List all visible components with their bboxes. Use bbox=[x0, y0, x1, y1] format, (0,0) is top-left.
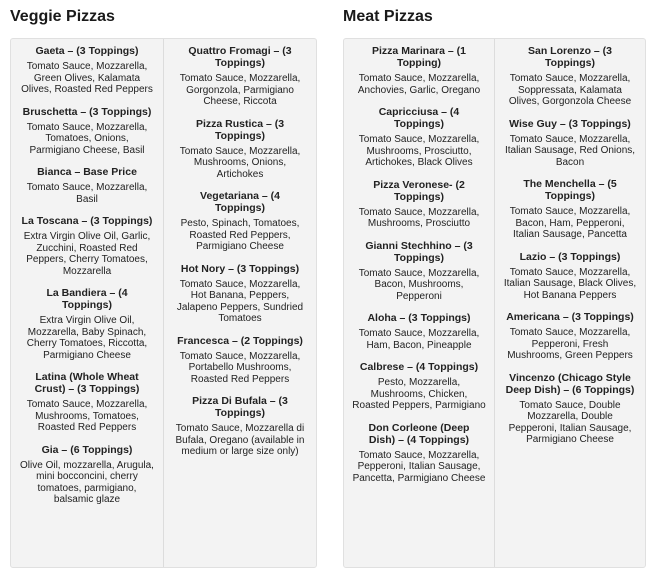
pizza-menu-item bbox=[168, 45, 312, 108]
pizza-menu-item bbox=[499, 118, 641, 169]
pizza-ingredients: Tomato Sauce, Mozzarella, Tomatoes, Onions, Parmigiano Cheese, Basil bbox=[26, 121, 148, 156]
pizza-ingredients: Tomato Sauce, Mozzarella, Bacon, Mushrooms, Pepperoni bbox=[358, 267, 480, 302]
pizza-ingredients: Tomato Sauce, Mozzarella, Pepperoni, Italian Sausage, Pancetta, Parmigiano Cheese bbox=[352, 449, 486, 484]
pizza-ingredients: Tomato Sauce, Mozzarella, Italian Sausage, Black Olives, Hot Banana Peppers bbox=[503, 266, 637, 301]
pizza-name: Latina (Whole Wheat Crust) – (3 Toppings) bbox=[34, 371, 140, 395]
pizza-menu-item bbox=[15, 371, 159, 434]
pizza-name: San Lorenzo – (3 Toppings) bbox=[527, 45, 612, 69]
pizza-name: Bianca – Base Price bbox=[37, 166, 137, 178]
pizza-name: Aloha – (3 Toppings) bbox=[367, 312, 471, 324]
pizza-name: Pizza Di Bufala – (3 Toppings) bbox=[192, 395, 288, 419]
veggie-column-1 bbox=[11, 39, 163, 567]
pizza-ingredients: Pesto, Mozzarella, Mushrooms, Chicken, Roasted Peppers, Parmigiano bbox=[352, 377, 486, 411]
pizza-ingredients: Tomato Sauce, Mozzarella, Mushrooms, Tomatoes, Roasted Red Peppers bbox=[26, 399, 148, 433]
pizza-menu-item bbox=[348, 45, 490, 96]
pizza-menu-item bbox=[15, 444, 159, 506]
pizza-ingredients: Tomato Sauce, Double Mozzarella, Double Pepperoni, Italian Sausage, Parmigiano Cheese bbox=[508, 399, 632, 445]
pizza-ingredients: Tomato Sauce, Mozzarella, Italian Sausage, Red Onions, Bacon bbox=[504, 133, 636, 168]
pizza-menu-item bbox=[168, 263, 312, 325]
pizza-ingredients: Tomato Sauce, Mozzarella di Bufala, Oregano (available in medium or large size only) bbox=[175, 423, 305, 457]
pizza-menu-item bbox=[15, 287, 159, 361]
pizza-name: Francesca – (2 Toppings) bbox=[177, 334, 303, 347]
pizza-ingredients: Tomato Sauce, Mozzarella, Gorgonzola, Parmigiano Cheese, Riccota bbox=[179, 73, 301, 107]
pizza-ingredients: Tomato Sauce, Mozzarella, Mushrooms, Prosciutto bbox=[358, 206, 480, 229]
pizza-name: Pizza Marinara – (1 Topping) bbox=[372, 45, 466, 69]
pizza-name: Lazio – (3 Toppings) bbox=[519, 250, 621, 263]
pizza-menu-item bbox=[15, 166, 159, 205]
pizza-name: Pizza Rustica – (3 Toppings) bbox=[195, 117, 285, 142]
pizza-ingredients: Tomato Sauce, Mozzarella, Anchovies, Garlic, Oregano bbox=[357, 73, 481, 96]
meat-section-title: Meat Pizzas bbox=[343, 8, 433, 25]
pizza-menu-item bbox=[15, 106, 159, 157]
pizza-ingredients: Tomato Sauce, Mozzarella, Hot Banana, Peppers, Jalapeno Peppers, Sundried Tomatoes bbox=[176, 278, 304, 324]
pizza-ingredients: Tomato Sauce, Mozzarella, Basil bbox=[26, 182, 148, 205]
pizza-name: Wise Guy – (3 Toppings) bbox=[509, 117, 631, 130]
pizza-menu-item bbox=[168, 395, 312, 458]
pizza-name: Pizza Veronese- (2 Toppings) bbox=[373, 178, 465, 203]
pizza-menu-item bbox=[168, 335, 312, 386]
pizza-ingredients: Olive Oil, mozzarella, Arugula, mini bocconcini, cherry tomatoes, parmigiano, balsamic glaze bbox=[20, 459, 154, 505]
pizza-name: La Toscana – (3 Toppings) bbox=[21, 215, 153, 227]
pizza-menu-item bbox=[348, 106, 490, 169]
pizza-menu-item bbox=[15, 215, 159, 277]
meat-column-1 bbox=[344, 39, 494, 567]
pizza-ingredients: Extra Virgin Olive Oil, Mozzarella, Baby Spinach, Cherry Tomatoes, Riccotta, Parmigiano Cheese bbox=[26, 315, 148, 361]
pizza-menu-item bbox=[348, 179, 490, 230]
meat-column-2 bbox=[494, 39, 645, 567]
pizza-menu-item bbox=[499, 251, 641, 302]
pizza-ingredients: Tomato Sauce, Mozzarella, Bacon, Ham, Pepperoni, Italian Sausage, Pancetta bbox=[509, 206, 631, 240]
pizza-name: Gianni Stechhino – (3 Toppings) bbox=[365, 239, 473, 264]
pizza-ingredients: Tomato Sauce, Mozzarella, Ham, Bacon, Pineapple bbox=[358, 328, 480, 351]
veggie-section-title: Veggie Pizzas bbox=[10, 8, 115, 25]
pizza-name: Vegetariana – (4 Toppings) bbox=[200, 190, 280, 214]
pizza-ingredients: Tomato Sauce, Mozzarella, Soppressata, Kalamata Olives, Gorgonzola Cheese bbox=[508, 73, 632, 107]
pizza-menu-item bbox=[499, 45, 641, 108]
pizza-ingredients: Tomato Sauce, Mozzarella, Green Olives, Kalamata Olives, Roasted Red Peppers bbox=[21, 61, 153, 95]
pizza-menu-item bbox=[168, 190, 312, 253]
pizza-name: Vincenzo (Chicago Style Deep Dish) – (6 Toppings) bbox=[505, 371, 635, 396]
pizza-menu-item bbox=[499, 372, 641, 446]
pizza-name: Quattro Fromagi – (3 Toppings) bbox=[188, 45, 292, 69]
pizza-name: Gia – (6 Toppings) bbox=[41, 443, 133, 456]
veggie-column-2 bbox=[163, 39, 316, 567]
pizza-ingredients: Tomato Sauce, Mozzarella, Portabello Mushrooms, Roasted Red Peppers bbox=[179, 350, 301, 385]
pizza-menu-item bbox=[348, 240, 490, 303]
pizza-menu-item bbox=[348, 312, 490, 351]
pizza-menu-item bbox=[499, 311, 641, 362]
pizza-name: Bruschetta – (3 Toppings) bbox=[22, 105, 152, 118]
veggie-pizza-panel bbox=[10, 38, 317, 568]
pizza-ingredients: Tomato Sauce, Mozzarella, Mushrooms, Onions, Artichokes bbox=[179, 145, 301, 180]
pizza-ingredients: Tomato Sauce, Mozzarella, Pepperoni, Fresh Mushrooms, Green Peppers bbox=[507, 327, 633, 361]
meat-pizza-panel bbox=[343, 38, 646, 568]
pizza-ingredients: Tomato Sauce, Mozzarella, Mushrooms, Prosciutto, Artichokes, Black Olives bbox=[358, 134, 480, 168]
pizza-menu-item bbox=[348, 361, 490, 412]
pizza-name: Gaeta – (3 Toppings) bbox=[35, 45, 139, 57]
pizza-menu-item bbox=[348, 422, 490, 485]
pizza-name: Capricciusa – (4 Toppings) bbox=[378, 106, 460, 130]
pizza-ingredients: Pesto, Spinach, Tomatoes, Roasted Red Peppers, Parmigiano Cheese bbox=[180, 218, 300, 252]
pizza-name: Americana – (3 Toppings) bbox=[506, 311, 634, 323]
pizza-name: Don Corleone (Deep Dish) – (4 Toppings) bbox=[368, 421, 470, 446]
pizza-menu-item bbox=[15, 45, 159, 96]
pizza-menu-item bbox=[499, 178, 641, 241]
pizza-name: Calbrese – (4 Toppings) bbox=[359, 361, 479, 373]
pizza-menu-item bbox=[168, 118, 312, 181]
pizza-name: Hot Nory – (3 Toppings) bbox=[180, 262, 300, 275]
pizza-ingredients: Extra Virgin Olive Oil, Garlic, Zucchini, Roasted Red Peppers, Cherry Tomatoes, Mozzarella bbox=[23, 231, 151, 277]
pizza-name: La Bandiera – (4 Toppings) bbox=[46, 287, 128, 311]
pizza-name: The Menchella – (5 Toppings) bbox=[523, 178, 617, 202]
